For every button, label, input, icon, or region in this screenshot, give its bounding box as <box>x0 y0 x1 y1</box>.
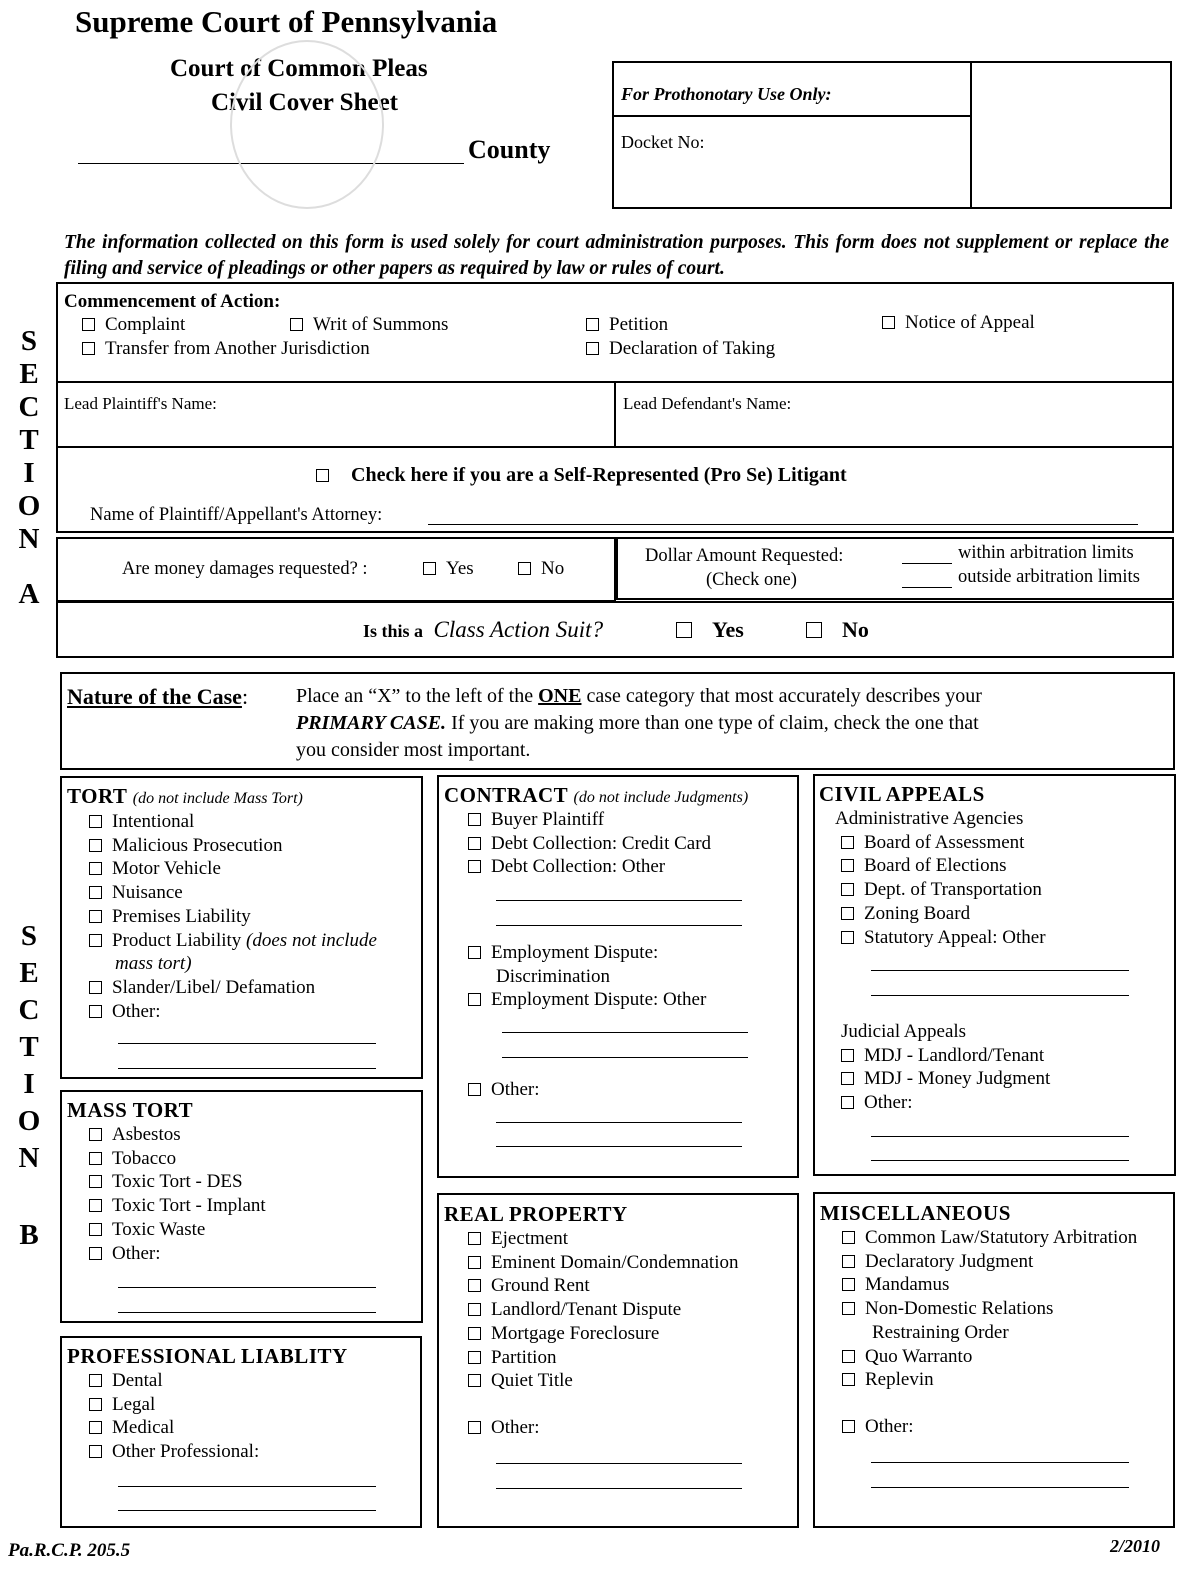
pro-se-checkbox[interactable]: Check here if you are a Self-Represented (Pro Se) Litigant <box>316 464 847 487</box>
contract-employment-other-checkbox[interactable]: Employment Dispute: Other <box>468 988 706 1012</box>
appeals-zoning-board-checkbox[interactable]: Zoning Board <box>841 902 1046 926</box>
contract-employment-discrimination-checkbox[interactable]: Employment Dispute: <box>468 941 706 965</box>
complaint-checkbox[interactable]: Complaint <box>82 314 185 336</box>
tort-motor-vehicle-checkbox[interactable]: Motor Vehicle <box>89 857 377 881</box>
petition-checkbox[interactable]: Petition <box>586 314 668 336</box>
real-property-mortgage-foreclosure-checkbox[interactable]: Mortgage Foreclosure <box>468 1322 739 1346</box>
contract-buyer-plaintiff-checkbox[interactable]: Buyer Plaintiff <box>468 808 748 832</box>
within-limits-label: within arbitration limits <box>958 543 1134 563</box>
contract-credit-card-checkbox[interactable]: Debt Collection: Credit Card <box>468 832 748 856</box>
professional-medical-checkbox[interactable]: Medical <box>89 1416 348 1440</box>
damages-question: Are money damages requested? : <box>122 559 368 579</box>
damages-no-checkbox[interactable]: No <box>518 558 564 580</box>
professional-liability-category: PROFESSIONAL LIABLITY Dental Legal Medical Other Professional: <box>67 1344 348 1463</box>
county-label: County <box>468 135 551 164</box>
mass-tort-implant-checkbox[interactable]: Toxic Tort - Implant <box>89 1194 266 1218</box>
mass-tort-des-checkbox[interactable]: Toxic Tort - DES <box>89 1170 266 1194</box>
appeals-board-elections-checkbox[interactable]: Board of Elections <box>841 854 1046 878</box>
professional-dental-checkbox[interactable]: Dental <box>89 1369 348 1393</box>
misc-arbitration-checkbox[interactable]: Common Law/Statutory Arbitration <box>842 1226 1137 1250</box>
misc-other-line-1[interactable] <box>871 1462 1129 1463</box>
nature-of-case-instructions: Place an “X” to the left of the ONE case category that most accurately describes your PRIMARY CASE. If you are making more than one type of claim, check the one that you consider most important. <box>296 685 982 761</box>
misc-quo-warranto-checkbox[interactable]: Quo Warranto <box>842 1345 1137 1369</box>
tort-category: TORT (do not include Mass Tort) Intentional Malicious Prosecution Motor Vehicle Nuisance Premises Liability Product Liability (does not include mass tort) Slander/Libel/ Defamation Other: <box>67 784 377 1022</box>
mass-tort-toxic-waste-checkbox[interactable]: Toxic Waste <box>89 1218 266 1242</box>
real-property-other-line-1[interactable] <box>496 1463 742 1464</box>
section-b-label: S E C T I O N B <box>17 920 41 1251</box>
tort-other-line-1[interactable] <box>118 1043 376 1044</box>
nature-of-case-heading: Nature of the Case: <box>67 684 249 709</box>
real-property-category: REAL PROPERTY Ejectment Eminent Domain/Condemnation Ground Rent Landlord/Tenant Dispute Mortgage Foreclosure Partition Quiet Title Other: <box>444 1202 739 1438</box>
miscellaneous-category: MISCELLANEOUS Common Law/Statutory Arbitration Declaratory Judgment Mandamus Non-Domestic Relations Restraining Order Quo Warranto Replevin Other: <box>820 1201 1138 1437</box>
civil-appeals-category: CIVIL APPEALS Administrative Agencies Board of Assessment Board of Elections Dept. of Transportation Zoning Board Statutory Appeal: Other <box>819 782 1046 948</box>
tort-malicious-prosecution-checkbox[interactable]: Malicious Prosecution <box>89 834 377 858</box>
tort-nuisance-checkbox[interactable]: Nuisance <box>89 881 377 905</box>
outside-limits-label: outside arbitration limits <box>958 567 1140 587</box>
prothonotary-divider <box>612 115 972 117</box>
professional-other-line-1[interactable] <box>118 1486 376 1487</box>
appeals-other-line-2[interactable] <box>871 1160 1129 1161</box>
docket-label: Docket No: <box>621 132 705 152</box>
writ-of-summons-checkbox[interactable]: Writ of Summons <box>290 314 448 336</box>
class-action-box <box>56 601 1174 658</box>
mass-tort-tobacco-checkbox[interactable]: Tobacco <box>89 1147 266 1171</box>
contract-employment-line-1[interactable] <box>502 1032 748 1033</box>
tort-intentional-checkbox[interactable]: Intentional <box>89 810 377 834</box>
real-property-ejectment-checkbox[interactable]: Ejectment <box>468 1227 739 1251</box>
class-action-question: Is this a Class Action Suit? <box>363 617 604 642</box>
dollar-amount-label: Dollar Amount Requested: <box>645 546 844 566</box>
declaration-of-taking-checkbox[interactable]: Declaration of Taking <box>586 338 775 360</box>
appeals-other-checkbox[interactable]: Other: <box>841 1091 1050 1115</box>
tort-other-checkbox[interactable]: Other: <box>89 1000 377 1024</box>
appeals-statutory-line-2[interactable] <box>871 995 1129 996</box>
within-limits-blank[interactable] <box>902 563 952 564</box>
mass-tort-other-line-2[interactable] <box>118 1312 376 1313</box>
contract-other-checkbox[interactable]: Other: <box>468 1078 540 1102</box>
mass-tort-other-line-1[interactable] <box>118 1287 376 1288</box>
tort-premises-liability-checkbox[interactable]: Premises Liability <box>89 905 377 929</box>
attorney-label: Name of Plaintiff/Appellant's Attorney: <box>90 505 383 525</box>
contract-other-line-2[interactable] <box>496 1146 742 1147</box>
real-property-partition-checkbox[interactable]: Partition <box>468 1346 739 1370</box>
damages-yes-checkbox[interactable]: Yes <box>423 558 474 580</box>
outside-limits-blank[interactable] <box>902 587 952 588</box>
misc-mandamus-checkbox[interactable]: Mandamus <box>842 1273 1137 1297</box>
court-title: Supreme Court of Pennsylvania <box>75 4 498 39</box>
tort-product-liability-checkbox[interactable]: Product Liability (does not include <box>89 929 377 953</box>
footer-date: 2/2010 <box>1110 1536 1161 1556</box>
class-action-no-checkbox[interactable]: No <box>806 617 869 643</box>
appeals-statutory-other-checkbox[interactable]: Statutory Appeal: Other <box>841 926 1046 950</box>
contract-other-line-1[interactable] <box>496 1122 742 1123</box>
contract-category: CONTRACT (do not include Judgments) Buyer Plaintiff Debt Collection: Credit Card Debt Collection: Other <box>444 783 749 878</box>
real-property-eminent-domain-checkbox[interactable]: Eminent Domain/Condemnation <box>468 1251 739 1275</box>
disclaimer-text: The information collected on this form is used solely for court administration purposes. This form does not supplement or replace the filing and service of pleadings or other papers as required by law or rules of court. <box>64 232 1169 279</box>
professional-other-checkbox[interactable]: Other Professional: <box>89 1440 348 1464</box>
real-property-quiet-title-checkbox[interactable]: Quiet Title <box>468 1369 739 1393</box>
attorney-name-field[interactable] <box>428 524 1138 525</box>
notice-of-appeal-checkbox[interactable]: Notice of Appeal <box>882 312 1035 334</box>
contract-debt-other-checkbox[interactable]: Debt Collection: Other <box>468 855 748 879</box>
misc-non-domestic-checkbox[interactable]: Non-Domestic Relations <box>842 1297 1137 1321</box>
appeals-statutory-line-1[interactable] <box>871 970 1129 971</box>
misc-declaratory-judgment-checkbox[interactable]: Declaratory Judgment <box>842 1250 1137 1274</box>
real-property-other-checkbox[interactable]: Other: <box>468 1416 739 1440</box>
professional-legal-checkbox[interactable]: Legal <box>89 1393 348 1417</box>
mass-tort-asbestos-checkbox[interactable]: Asbestos <box>89 1123 266 1147</box>
lead-defendant-box[interactable] <box>614 381 1174 448</box>
real-property-ground-rent-checkbox[interactable]: Ground Rent <box>468 1274 739 1298</box>
mass-tort-other-checkbox[interactable]: Other: <box>89 1242 266 1266</box>
appeals-dept-transportation-checkbox[interactable]: Dept. of Transportation <box>841 878 1046 902</box>
lead-plaintiff-label: Lead Plaintiff's Name: <box>64 394 217 413</box>
court-seal-watermark <box>230 40 384 209</box>
prothonotary-heading: For Prothonotary Use Only: <box>621 84 832 104</box>
misc-replevin-checkbox[interactable]: Replevin <box>842 1368 1137 1392</box>
lead-plaintiff-box[interactable] <box>56 381 616 448</box>
check-one-label: (Check one) <box>706 570 797 590</box>
lead-defendant-label: Lead Defendant's Name: <box>623 394 792 413</box>
misc-other-checkbox[interactable]: Other: <box>842 1415 1137 1439</box>
appeals-mdj-landlord-checkbox[interactable]: MDJ - Landlord/Tenant <box>841 1044 1050 1068</box>
real-property-landlord-tenant-checkbox[interactable]: Landlord/Tenant Dispute <box>468 1298 739 1322</box>
prothonotary-stamp-box <box>970 61 1172 209</box>
contract-employment-discrimination: Employment Dispute: Discrimination Employment Dispute: Other <box>468 941 706 1012</box>
appeals-other-line-1[interactable] <box>871 1136 1129 1137</box>
professional-other-line-2[interactable] <box>118 1510 376 1511</box>
mass-tort-category: MASS TORT Asbestos Tobacco Toxic Tort - DES Toxic Tort - Implant Toxic Waste Other: <box>67 1098 266 1264</box>
contract-debt-line-2[interactable] <box>496 925 742 926</box>
tort-slander-checkbox[interactable]: Slander/Libel/ Defamation <box>89 976 377 1000</box>
footer-rule: Pa.R.C.P. 205.5 <box>8 1540 131 1561</box>
commencement-heading: Commencement of Action: <box>64 291 281 312</box>
subtitle-common-pleas: Court of Common Pleas <box>170 55 428 82</box>
contract-employment-line-2[interactable] <box>502 1057 748 1058</box>
contract-debt-line-1[interactable] <box>496 900 742 901</box>
judicial-appeals-group: Judicial Appeals MDJ - Landlord/Tenant MDJ - Money Judgment Other: <box>841 1021 1051 1114</box>
real-property-other-line-2[interactable] <box>496 1488 742 1489</box>
transfer-checkbox[interactable]: Transfer from Another Jurisdiction <box>82 338 370 360</box>
misc-other-line-2[interactable] <box>871 1487 1129 1488</box>
tort-other-line-2[interactable] <box>118 1068 376 1069</box>
appeals-board-assessment-checkbox[interactable]: Board of Assessment <box>841 831 1046 855</box>
subtitle-cover-sheet: Civil Cover Sheet <box>211 89 399 116</box>
section-a-label: S E C T I O N A <box>17 325 41 610</box>
appeals-mdj-money-checkbox[interactable]: MDJ - Money Judgment <box>841 1067 1050 1091</box>
class-action-yes-checkbox[interactable]: Yes <box>676 617 744 643</box>
tort-product-note: mass tort) <box>115 953 192 975</box>
